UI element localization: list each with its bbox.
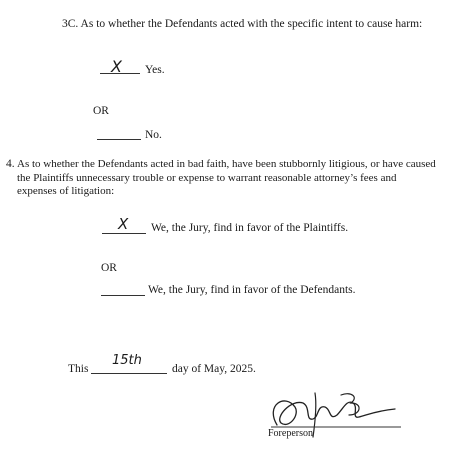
or-separator-4: OR	[101, 262, 117, 274]
day-handwritten: 15th	[112, 353, 142, 368]
question-4-text	[17, 158, 436, 199]
or-separator-3c: OR	[93, 105, 109, 117]
plaintiffs-label: We, the Jury, find in favor of the Plaintiffs.	[151, 222, 349, 234]
plaintiffs-handwritten-mark: X	[118, 215, 129, 233]
question-4-line-1: As to whether the Defendants acted in bad faith, have been stubbornly litigious, or have caused	[17, 158, 436, 170]
no-label: No.	[145, 129, 162, 141]
yes-label: Yes.	[145, 64, 165, 76]
day-answer-line[interactable]	[91, 373, 167, 374]
foreperson-label: Foreperson	[268, 428, 313, 439]
yes-handwritten-mark: X	[111, 57, 122, 76]
question-4-line-3: expenses of litigation:	[17, 185, 115, 197]
question-4-line-2: the Plaintiffs unnecessary trouble or expense to warrant reasonable attorney’s fees and	[17, 171, 397, 184]
question-4-number: 4.	[6, 158, 15, 170]
date-prefix: This	[68, 363, 89, 375]
plaintiffs-answer-line[interactable]	[102, 233, 146, 234]
date-suffix: day of May, 2025.	[172, 363, 256, 375]
question-3c-text: 3C. As to whether the Defendants acted with the specific intent to cause harm:	[62, 18, 423, 30]
defendants-label: We, the Jury, find in favor of the Defendants.	[148, 284, 356, 296]
no-answer-line[interactable]	[97, 139, 141, 140]
defendants-answer-line[interactable]	[101, 295, 145, 296]
